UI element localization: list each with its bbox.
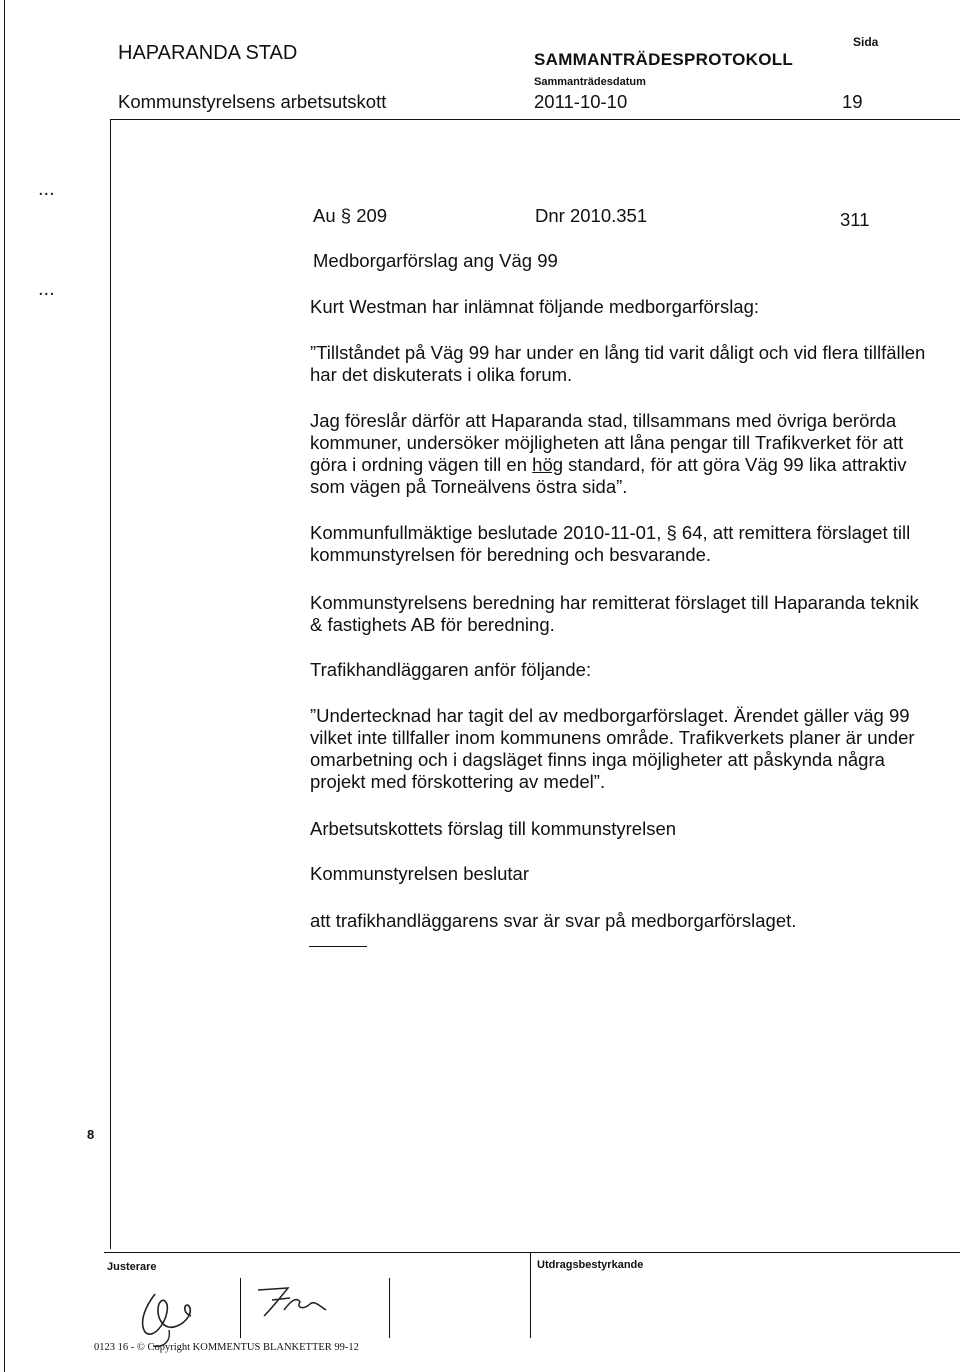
signature-divider-1 (240, 1278, 241, 1338)
header-rule (110, 119, 960, 120)
left-border (4, 0, 5, 1372)
para-board-decides: Kommunstyrelsen beslutar (310, 863, 530, 884)
para-committee-proposal: Arbetsutskottets förslag till kommunstyrelsen (310, 818, 677, 839)
date-label: Sammanträdesdatum (534, 76, 646, 88)
protocol-title: SAMMANTRÄDESPROTOKOLL (534, 50, 794, 69)
underlined-word: hög (532, 454, 564, 475)
page-number: 19 (842, 91, 863, 112)
decision-end-rule (309, 946, 367, 947)
item-subject: Medborgarförslag ang Väg 99 (313, 250, 558, 271)
margin-dots-top: ... (38, 178, 55, 200)
signature-2 (250, 1280, 345, 1330)
committee-name: Kommunstyrelsens arbetsutskott (118, 91, 387, 112)
signature-divider-2 (389, 1278, 390, 1338)
para-quote-proposal: Jag föreslår därför att Haparanda stad, tillsammans med övriga berörda kommuner, undersöker möjligheten att låna pengar till Trafikverket för att göra i ordning vägen till en hög standard, för att göra Väg 99 lika attraktiv som vägen på Torneälvens östra sida”. (310, 410, 907, 497)
utdrag-label: Utdragsbestyrkande (537, 1259, 644, 1271)
org-name: HAPARANDA STAD (118, 42, 298, 64)
para-decision: att trafikhandläggarens svar är svar på medborgarförslaget. (310, 910, 797, 931)
para-traffic-statement: ”Undertecknad har tagit del av medborgarförslaget. Ärendet gäller väg 99 vilket inte tillfaller inom kommunens område. Trafikverkets planer är under omarbetning och i dagsläget finns inga möjligheter att påskynda några projekt med förskottering av medel”. (310, 705, 915, 792)
para-quote-intro: ”Tillståndet på Väg 99 har under en lång tid varit dåligt och vid flera tillfällen har det diskuterats i olika forum. (310, 342, 926, 385)
margin-page-mark: 8 (87, 1127, 95, 1142)
section-number: Au § 209 (313, 205, 388, 226)
para-traffic-officer: Trafikhandläggaren anför följande: (310, 659, 592, 680)
meeting-date: 2011-10-10 (534, 91, 628, 112)
footer-rule (104, 1252, 960, 1253)
page-label: Sida (853, 35, 879, 49)
para-proposer: Kurt Westman har inlämnat följande medborgarförslag: (310, 296, 760, 317)
footer-divider (530, 1252, 531, 1338)
dnr-number: Dnr 2010.351 (535, 205, 648, 226)
justerare-label: Justerare (107, 1261, 157, 1273)
margin-dots-middle: ... (38, 278, 55, 300)
item-number: 311 (840, 209, 870, 230)
copyright-line: 0123 16 - © Copyright KOMMENTUS BLANKETTER 99-12 (94, 1342, 359, 1353)
content-margin-line (110, 119, 111, 1249)
para-referral: Kommunstyrelsens beredning har remitterat förslaget till Haparanda teknik & fastighets AB för beredning. (310, 592, 919, 635)
para-council-decision: Kommunfullmäktige beslutade 2010-11-01, § 64, att remittera förslaget till kommunstyrelsen för beredning och besvarande. (310, 522, 911, 565)
